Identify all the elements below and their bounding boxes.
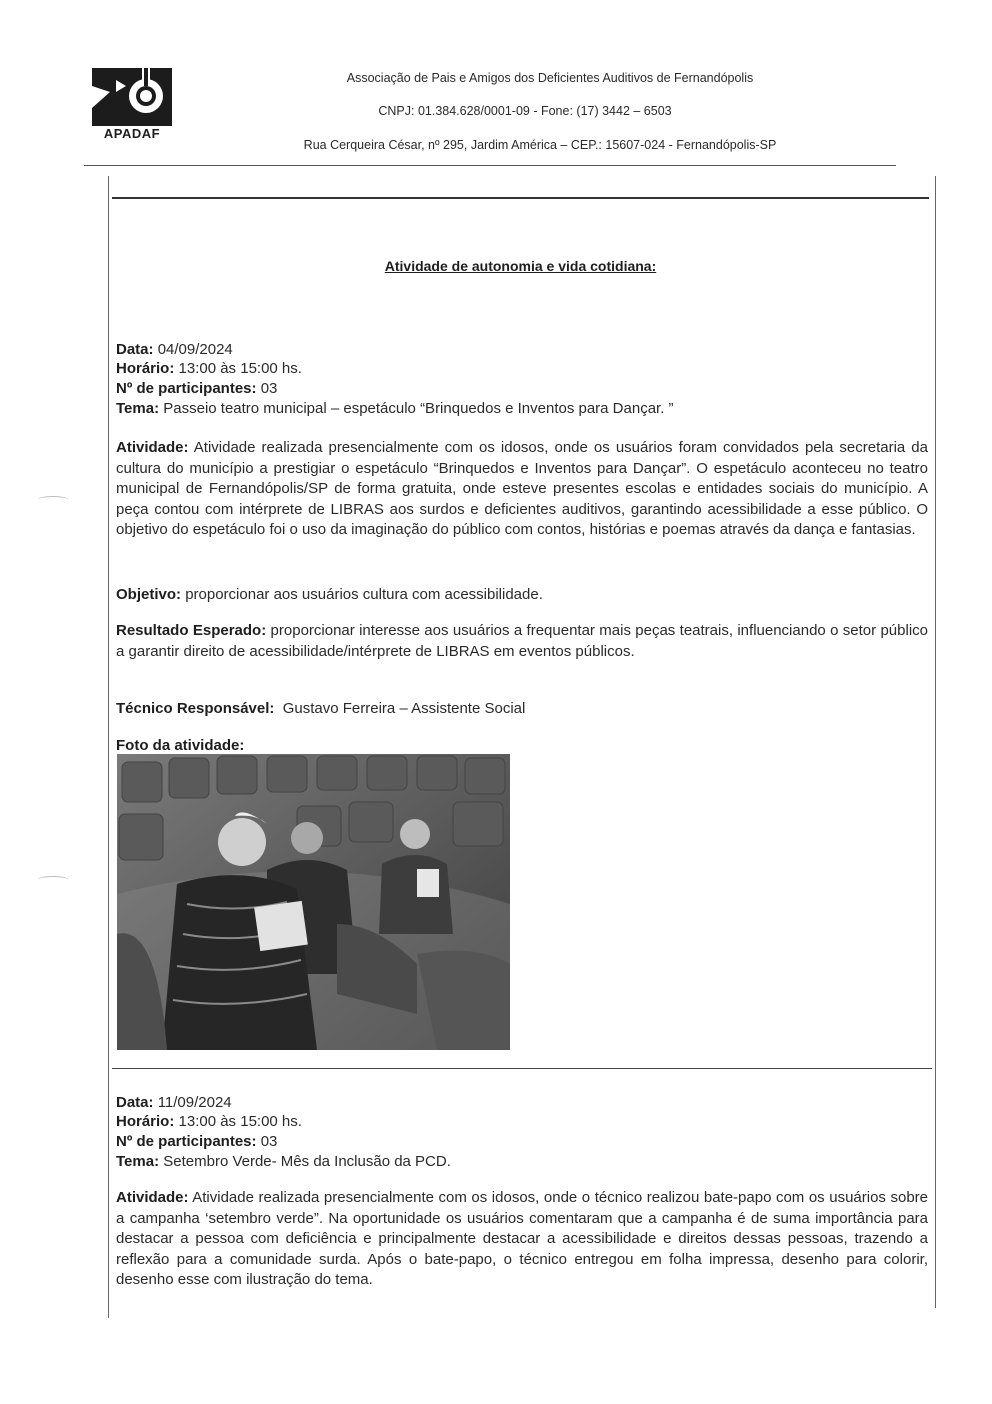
a2-date-label: Data: [116,1094,154,1111]
activity-photo [117,754,510,1050]
a2-time-label: Horário: [116,1113,175,1130]
header-divider [84,165,896,166]
a1-photo-label: Foto da atividade: [116,737,245,754]
a1-participants-label: Nº de participantes: [116,380,257,397]
scan-mark [38,876,68,883]
a1-date-value: 04/09/2024 [157,341,233,358]
a1-participants-line [116,379,277,399]
a2-date-value: 11/09/2024 [157,1094,232,1111]
a1-technician-label: Técnico Responsável: [116,700,275,717]
a2-date-line [116,1093,232,1113]
org-contact: CNPJ: 01.384.628/0001-09 - Fone: (17) 3442 – 6503 [378,104,672,118]
a2-time-value: 13:00 às 15:00 hs. [178,1113,302,1130]
a1-activity-label: Atividade: [116,439,189,456]
a1-objective-text: proporcionar aos usuários cultura com acessibilidade. [185,586,543,603]
a1-theme-label: Tema: [116,400,160,417]
a2-participants-label: Nº de participantes: [116,1133,257,1150]
section-divider [112,1068,932,1069]
a1-objective-paragraph [116,585,928,606]
a2-time-line [116,1112,302,1132]
a1-result-label: Resultado Esperado: [116,622,267,639]
a2-theme-line [116,1152,451,1172]
a1-activity-paragraph [116,438,928,541]
a1-date-line [116,340,233,360]
a1-photo-caption [116,736,244,756]
a1-result-text: proporcionar interesse aos usuários a frequentar mais peças teatrais, influenciando o setor público a garantir direito de acessibilidade/intérprete de LIBRAS em eventos públicos. [116,622,928,660]
a1-theme-value: Passeio teatro municipal – espetáculo “Brinquedos e Inventos para Dançar. ” [163,400,674,417]
a1-time-label: Horário: [116,360,175,377]
a1-date-label: Data: [116,341,154,358]
frame-left-border [108,176,109,1318]
frame-right-border [935,176,936,1308]
a2-participants-line [116,1132,277,1152]
a1-objective-label: Objetivo: [116,586,182,603]
a1-time-line [116,359,302,379]
a2-activity-label: Atividade: [116,1189,189,1206]
a1-participants-value: 03 [260,380,278,397]
a1-time-value: 13:00 às 15:00 hs. [178,360,302,377]
a1-technician-value: Gustavo Ferreira – Assistente Social [282,700,526,717]
page-title: Atividade de autonomia e vida cotidiana: [384,258,657,274]
a2-activity-paragraph [116,1188,928,1291]
scan-mark [38,496,68,503]
a1-activity-text: Atividade realizada presencialmente com os idosos, onde os usuários foram convidados pela secretaria da cultura do município a prestigiar o espetáculo “Brinquedos e Inventos para Dançar”. O espetáculo aconteceu no teatro municipal de Fernandópolis/SP de forma gratuita, onde esteve presentes escolas e entidades sociais do município. A peça contou com intérprete de LIBRAS aos surdos e deficientes auditivos, garantindo acessibilidade a esse público. O objetivo do espetáculo foi o uso da imaginação do público com contos, histórias e poemas através da dança e fantasias. [116,439,928,538]
content-top-rule [112,197,929,199]
a1-theme-line [116,399,674,419]
a2-theme-label: Tema: [116,1153,160,1170]
org-address: Rua Cerqueira César, nº 295, Jardim América – CEP.: 15607-024 - Fernandópolis-SP [303,138,777,152]
a1-technician-line [116,699,525,719]
a2-participants-value: 03 [260,1133,278,1150]
a2-activity-text: Atividade realizada presencialmente com os idosos, onde o técnico realizou bate-papo com os usuários sobre a campanha ‘setembro verde”. Na oportunidade os usuários comentaram que a campanha é de suma importância para destacar a pessoa com deficiência e principalmente destacar a acessibilidade e direitos dessas pessoas, trazendo a reflexão para a comunidade surda. Após o bate-papo, o técnico entregou em folha impressa, desenho para colorir, desenho esse com ilustração do tema. [116,1189,929,1288]
a1-result-paragraph [116,621,928,662]
logo-text: APADAF [103,126,161,141]
a2-theme-value: Setembro Verde- Mês da Inclusão da PCD. [163,1153,451,1170]
org-name: Associação de Pais e Amigos dos Deficientes Auditivos de Fernandópolis [346,71,754,85]
